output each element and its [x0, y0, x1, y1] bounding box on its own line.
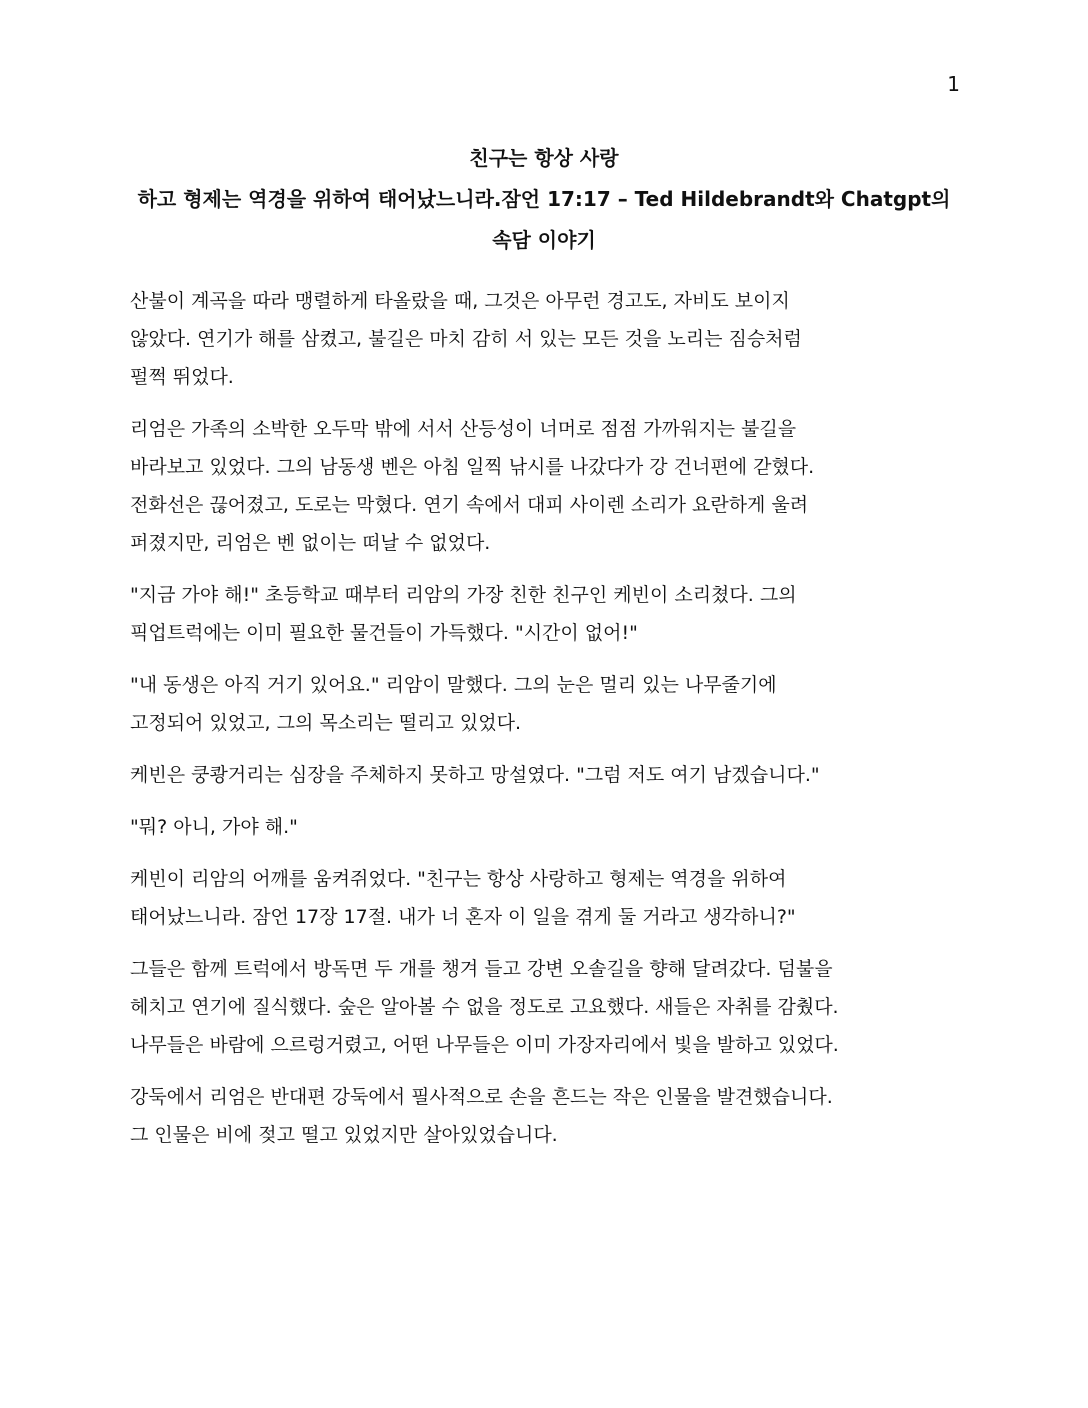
title-line: 친구는 항상 사랑 [469, 146, 619, 170]
story-body [130, 282, 958, 1168]
text-line: 그들은 함께 트럭에서 방독면 두 개를 챙겨 들고 강변 오솔길을 향해 달려갔다. 덤불을 [130, 958, 833, 980]
title-line: 속담 이야기 [492, 228, 596, 252]
text-line: 바라보고 있었다. 그의 남동생 벤은 아침 일찍 낚시를 나갔다가 강 건너편에 갇혔다. [130, 456, 815, 478]
text-line: "내 동생은 아직 거기 있어요." 리암이 말했다. 그의 눈은 멀리 있는 나무줄기에 [130, 674, 777, 696]
text-line: 고정되어 있었고, 그의 목소리는 떨리고 있었다. [130, 712, 522, 734]
paragraph-5 [130, 756, 958, 794]
text-line: 리엄은 가족의 소박한 오두막 밖에 서서 산등성이 너머로 점점 가까워지는 불길을 [130, 418, 797, 440]
text-line: "뭐? 아니, 가야 해." [130, 816, 298, 838]
text-line: 강둑에서 리엄은 반대편 강둑에서 필사적으로 손을 흔드는 작은 인물을 발견했습니다. [130, 1086, 833, 1108]
text-line: 펄쩍 뛰었다. [130, 366, 234, 388]
paragraph-8 [130, 950, 958, 1064]
text-line: 케빈이 리암의 어깨를 움켜쥐었다. "친구는 항상 사랑하고 형제는 역경을 위하여 [130, 868, 787, 890]
paragraph-1 [130, 282, 958, 396]
paragraph-9 [130, 1078, 958, 1154]
text-line: 산불이 계곡을 따라 맹렬하게 타올랐을 때, 그것은 아무런 경고도, 자비도 보이지 [130, 290, 790, 312]
paragraph-3 [130, 576, 958, 652]
title-line: 하고 형제는 역경을 위하여 태어났느니라.잠언 17:17 – Ted Hildebrandt와 Chatgpt의 [137, 187, 951, 211]
text-line: 그 인물은 비에 젖고 떨고 있었지만 살아있었습니다. [130, 1124, 558, 1146]
text-line: 헤치고 연기에 질식했다. 숲은 알아볼 수 없을 정도로 고요했다. 새들은 자취를 감췄다. [130, 996, 839, 1018]
paragraph-4 [130, 666, 958, 742]
page-number: 1 [947, 72, 960, 96]
document-title [120, 138, 968, 261]
text-line: 전화선은 끊어졌고, 도로는 막혔다. 연기 속에서 대피 사이렌 소리가 요란하게 울려 [130, 494, 809, 516]
text-line: 퍼졌지만, 리엄은 벤 없이는 떠날 수 없었다. [130, 532, 491, 554]
paragraph-6 [130, 808, 958, 846]
paragraph-2 [130, 410, 958, 562]
paragraph-7 [130, 860, 958, 936]
text-line: 케빈은 쿵쾅거리는 심장을 주체하지 못하고 망설였다. "그럼 저도 여기 남겠습니다." [130, 764, 820, 786]
text-line: "지금 가야 해!" 초등학교 때부터 리암의 가장 친한 친구인 케빈이 소리쳤다. 그의 [130, 584, 797, 606]
text-line: 나무들은 바람에 으르렁거렸고, 어떤 나무들은 이미 가장자리에서 빛을 발하고 있었다. [130, 1034, 839, 1056]
text-line: 픽업트럭에는 이미 필요한 물건들이 가득했다. "시간이 없어!" [130, 622, 638, 644]
text-line: 태어났느니라. 잠언 17장 17절. 내가 너 혼자 이 일을 겪게 둘 거라고 생각하니?" [130, 906, 796, 928]
text-line: 않았다. 연기가 해를 삼켰고, 불길은 마치 감히 서 있는 모든 것을 노리는 짐승처럼 [130, 328, 802, 350]
